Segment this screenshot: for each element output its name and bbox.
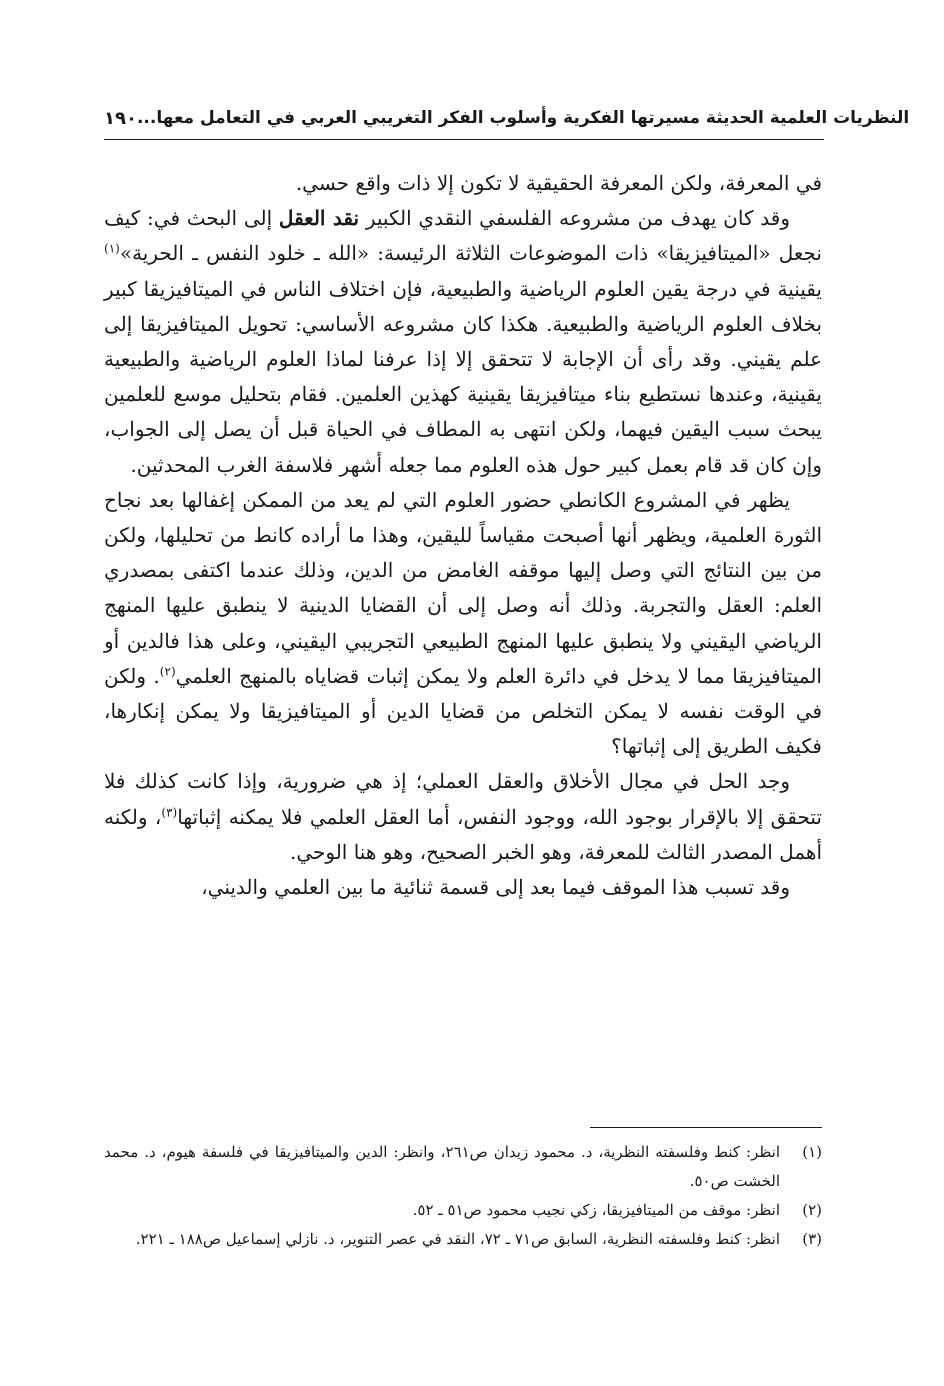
footnote-number: (٣) xyxy=(802,1230,822,1248)
header-rule xyxy=(104,139,824,140)
footnote-text: انظر: موقف من الميتافيزيقا، زكي نجيب محمود ص٥١ ـ ٥٢. xyxy=(412,1201,780,1219)
running-title: النظريات العلمية الحديثة مسيرتها الفكرية وأسلوب الفكر التغريبي العربي في التعامل معها... xyxy=(136,108,910,128)
footnote-ref-1[interactable]: (١) xyxy=(104,241,120,256)
body-text xyxy=(104,166,822,905)
paragraph-3-text-a: يظهر في المشروع الكانطي حضور العلوم التي لم يعد من الممكن إغفالها بعد نجاح الثورة العلمية، ويظهر أنها أصبحت مقياساً لليقين، وهذا ما أراده كانط من تحليلها، ولكن من بين النتائج التي وصل إليها موقفه الغامض من الدين، وذلك عندما اكتفى بمصدري العلم: العقل والتجربة. وذلك أنه وصل إلى أن القضايا الدينية لا ينطبق عليها المنهج الرياضي اليقيني ولا ينطبق عليها المنهج الطبيعي التجريبي اليقيني، وعلى هذا فالدين أو الميتافيزيقا مما لا يدخل في دائرة العلم ولا يمكن إثبات قضاياه بالمنهج العلمي xyxy=(104,487,822,688)
paragraph-1: في المعرفة، ولكن المعرفة الحقيقية لا تكون إلا ذات واقع حسي. xyxy=(295,171,822,195)
paragraph-2-text-a: وقد كان يهدف من مشروعه الفلسفي النقدي الكبير xyxy=(359,206,790,231)
footnote-1 xyxy=(104,1138,822,1196)
paragraph-2-text-b: إلى البحث في: كيف نجعل «الميتافيزيقا» ذات الموضوعات الثلاثة الرئيسة: «الله ـ خلود النفس ـ الحرية» xyxy=(104,206,822,266)
footnote-ref-3[interactable]: (٣) xyxy=(161,805,178,819)
bold-term: نقد العقل xyxy=(278,206,360,231)
paragraph-5: وقد تسبب هذا الموقف فيما بعد إلى قسمة ثنائية ما بين العلمي والديني، xyxy=(201,875,790,900)
footnote-rule xyxy=(590,1127,822,1128)
footnotes xyxy=(104,1138,822,1254)
page-header xyxy=(104,100,910,136)
footnote-number: (١) xyxy=(802,1143,822,1161)
page-number: ١٩٠ xyxy=(104,107,137,129)
footnote-3 xyxy=(104,1225,822,1254)
footnote-text: انظر: كنط وفلسفته النظرية، السابق ص٧١ ـ ٧٢، النقد في عصر التنوير، د. نازلي إسماعيل ص١٨٨ ـ ٢٢١. xyxy=(135,1230,780,1248)
paragraph-2 xyxy=(104,201,822,483)
paragraph-4-text-b: ، ولكنه أهمل المصدر الثالث للمعرفة، وهو الخبر الصحيح، وهو هنا الوحي. xyxy=(104,804,822,864)
footnote-ref-2[interactable]: (٢) xyxy=(159,664,176,679)
paragraph-4-text-a: وجد الحل في مجال الأخلاق والعقل العملي؛ إذ هي ضرورية، وإذا كانت كذلك فلا تتحقق إلا بالإقرار بوجود الله، ووجود النفس، أما العقل العلمي فلا يمكنه إثباتها xyxy=(104,769,822,829)
paragraph-3 xyxy=(104,483,822,765)
footnote-number: (٢) xyxy=(802,1201,822,1219)
paragraph-3-text-b: . ولكن في الوقت نفسه لا يمكن التخلص من قضايا الدين أو الميتافيزيقا ولا يمكن إنكارها، فكيف الطريق إلى إثباتها؟ xyxy=(104,663,822,759)
footnote-text: انظر: كنط وفلسفته النظرية، د. محمود زيدان ص٢٦١، وانظر: الدين والميتافيزيقا في فلسفة هيوم، د. محمد الخشت ص٥٠. xyxy=(104,1143,780,1190)
paragraph-4 xyxy=(104,764,822,870)
footnote-2 xyxy=(104,1196,822,1225)
paragraph-2-text-c: يقينية في درجة يقين العلوم الرياضية والطبيعية، فإن اختلاف الناس في الميتافيزيقا كبير بخلاف العلوم الرياضية والطبيعية. هكذا كان مشروعه الأساسي: تحويل الميتافيزيقا إلى علم يقيني. وقد رأى أن الإجابة لا تتحقق إلا إذا عرفنا لماذا العلوم الرياضية والطبيعية يقينية، وعندها نستطيع بناء ميتافيزيقا يقينية كهذين العلمين. فقام بتحليل موسع للعلمين يبحث سبب اليقين فيهما، ولكن انتهى به المطاف في الحياة قبل أن يصل إلى الجواب، وإن كان قد قام بعمل كبير حول هذه العلوم مما جعله أشهر فلاسفة الغرب المحدثين. xyxy=(104,276,822,477)
